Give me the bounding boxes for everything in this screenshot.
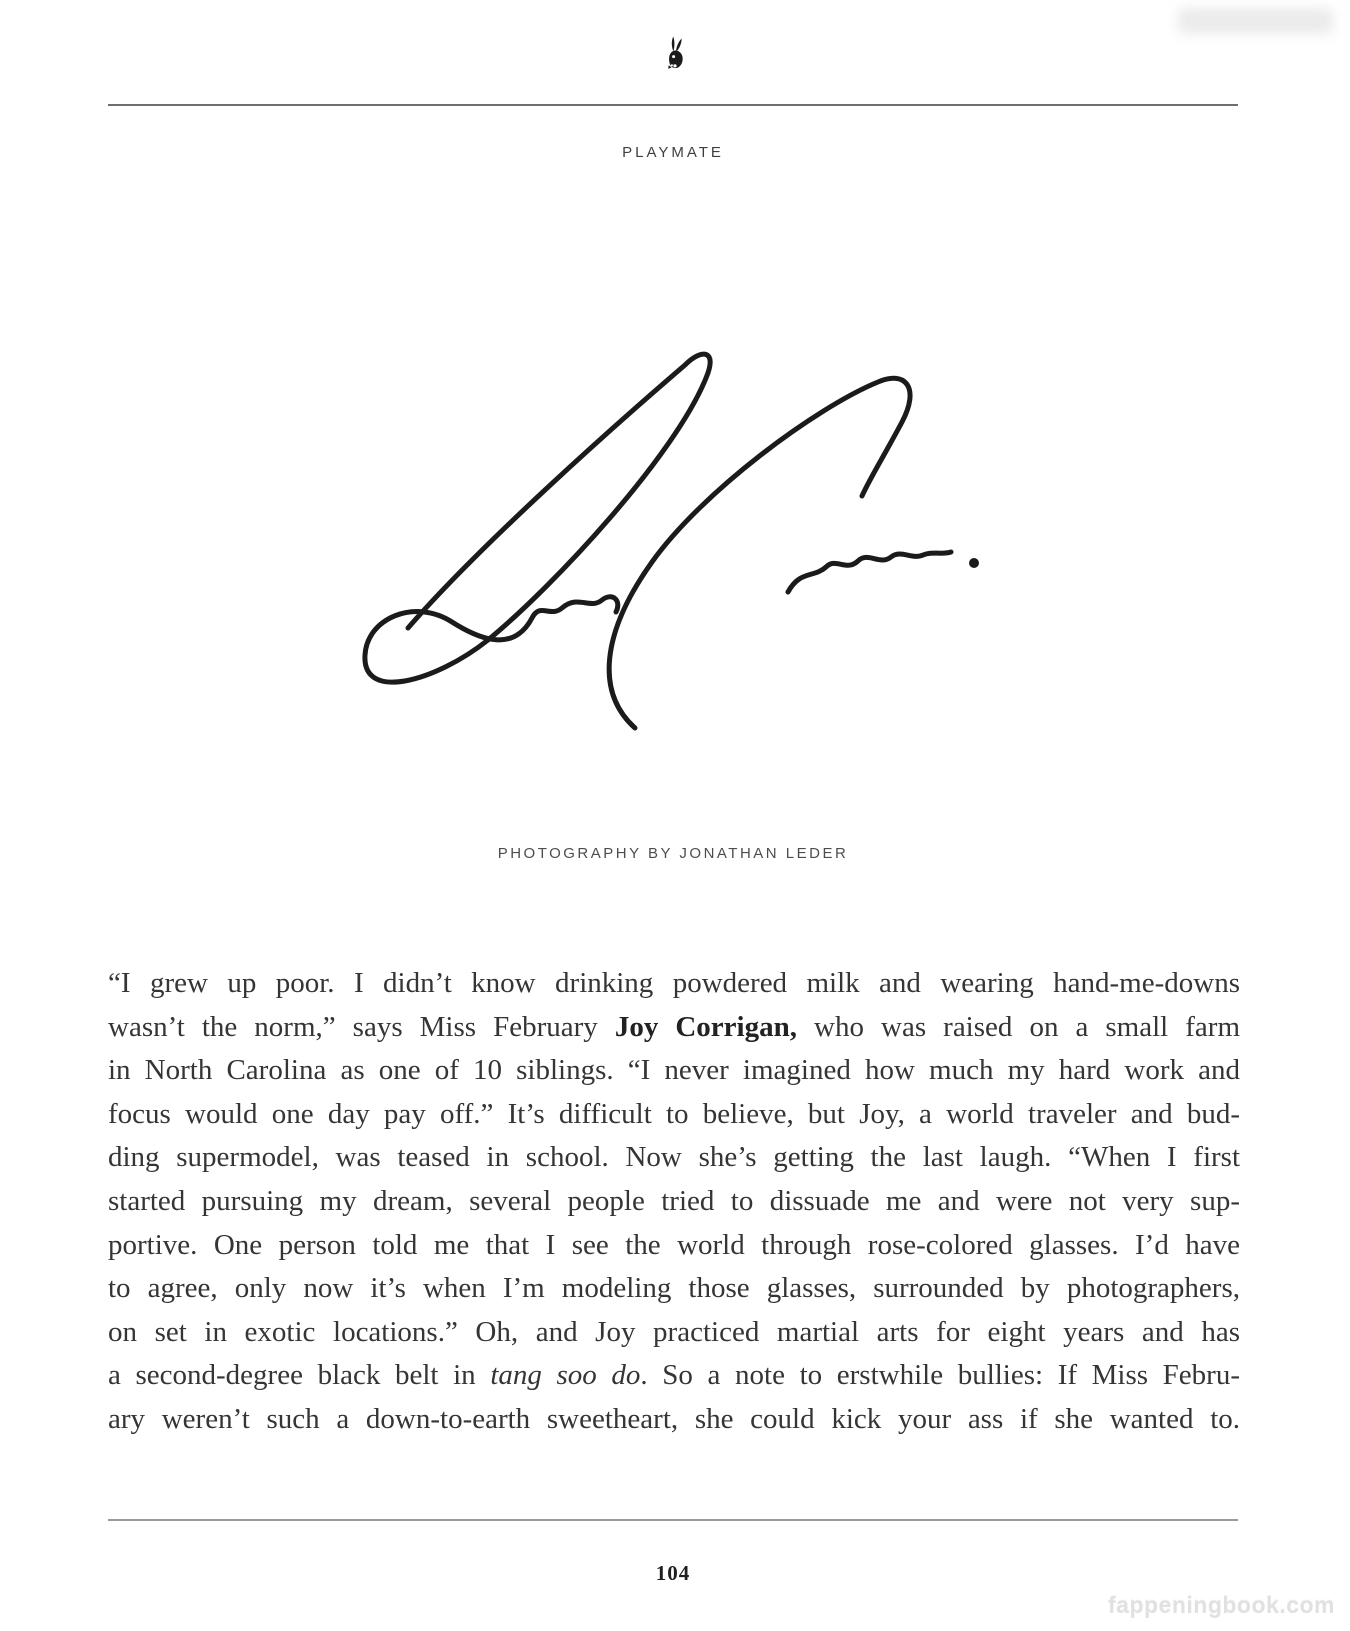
header-divider: [108, 104, 1238, 106]
article-segment: on set in exotic locations.” Oh, and Joy practiced martial arts for eight years and has: [108, 1315, 1240, 1348]
article-segment: started pursuing my dream, several people tried to dissuade me and were not very sup-: [108, 1184, 1240, 1217]
article-line: [108, 1049, 1240, 1093]
article-line: [108, 1311, 1240, 1355]
article-segment: “I grew up poor. I didn’t know drinking powdered milk and wearing hand-me-downs: [108, 967, 1240, 999]
article-segment: ding supermodel, was teased in school. Now she’s getting the last laugh. “When I first: [108, 1141, 1240, 1174]
article-line: [108, 1180, 1240, 1224]
article-segment: who was raised on a small farm: [797, 1010, 1240, 1043]
article-segment: tang soo do: [490, 1359, 641, 1392]
article-segment: to agree, only now it’s when I’m modeling those glasses, surrounded by photographers,: [108, 1272, 1240, 1305]
article-segment: in North Carolina as one of 10 siblings. “I never imagined how much my hard work and: [108, 1054, 1240, 1087]
article-segment: a second-degree black belt in: [108, 1359, 491, 1392]
article-line: [108, 1006, 1240, 1050]
playboy-bunny-icon: [663, 36, 687, 72]
footer-divider: [108, 1519, 1238, 1521]
article-line: [108, 1267, 1240, 1311]
page-number: 104: [655, 1561, 691, 1585]
subject-name: Joy Corrigan,: [614, 1010, 797, 1043]
article-segment: portive. One person told me that I see the world through rose-colored glasses. I’d have: [108, 1228, 1240, 1261]
article-segment: . So a note to erstwhile bullies: If Miss Febru-: [640, 1359, 1240, 1392]
photography-credit: PHOTOGRAPHY BY JONATHAN LEDER: [497, 845, 849, 862]
article-segment: focus would one day pay off.” It’s difficult to believe, but Joy, a world traveler and bud-: [108, 1097, 1240, 1130]
signature-image: [340, 330, 1000, 740]
article-segment: wasn’t the norm,” says Miss February: [108, 1010, 615, 1043]
section-label: PLAYMATE: [622, 144, 724, 161]
article-line: [108, 1354, 1240, 1398]
watermark-text: fappeningbook.com: [1108, 1592, 1335, 1618]
article-line: [108, 1136, 1240, 1180]
article-line: [108, 1093, 1240, 1137]
article-text: [108, 962, 1240, 1442]
article-segment: ary weren’t such a down-to-earth sweetheart, she could kick your ass if she wanted to.: [108, 1402, 1240, 1435]
blurred-watermark: [1178, 8, 1333, 34]
article-line: [108, 1224, 1240, 1268]
article-line: [108, 962, 1240, 1006]
article-line: [108, 1398, 1240, 1442]
